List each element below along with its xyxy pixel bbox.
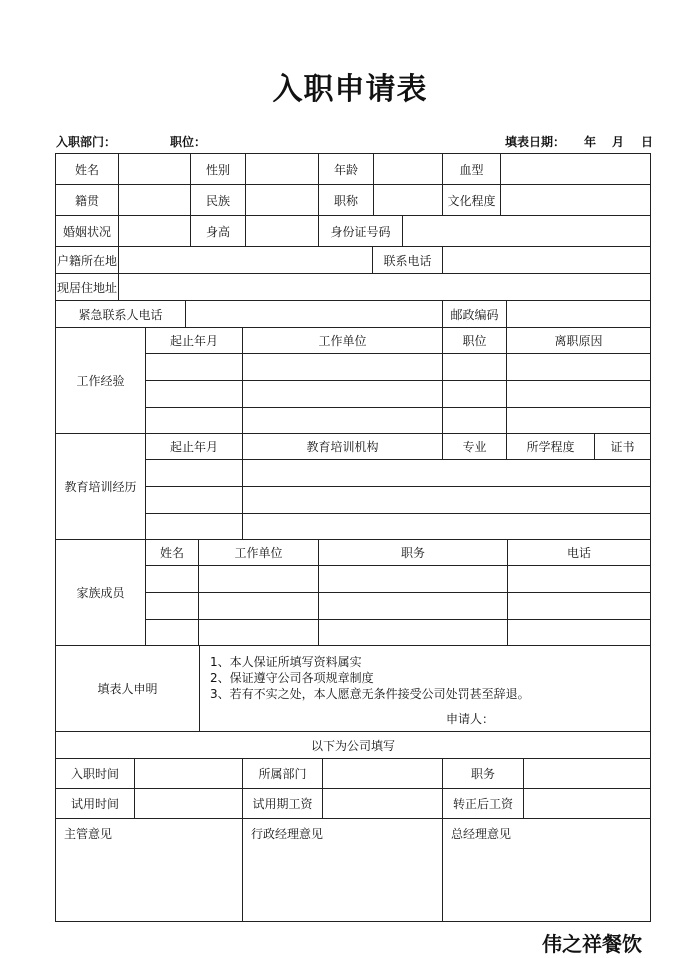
family-cell[interactable] xyxy=(507,619,651,646)
family-cell[interactable] xyxy=(145,619,199,646)
residence-label: 现居住地址 xyxy=(55,273,119,301)
company-banner: 以下为公司填写 xyxy=(55,731,651,759)
work-cell[interactable] xyxy=(145,380,243,408)
duty-label: 职务 xyxy=(442,758,524,789)
dept-label: 入职部门： xyxy=(56,135,117,149)
work-section-label: 工作经验 xyxy=(55,327,146,434)
department-field[interactable] xyxy=(322,758,443,789)
family-section-label: 家族成员 xyxy=(55,539,146,646)
name-label: 姓名 xyxy=(55,153,119,185)
contact-phone-field[interactable] xyxy=(442,246,651,274)
edu-cell[interactable] xyxy=(242,486,651,514)
edu-cell[interactable] xyxy=(145,486,243,514)
year-label: 年 xyxy=(584,135,597,149)
id-number-label: 身份证号码 xyxy=(318,215,403,247)
height-label: 身高 xyxy=(190,215,246,247)
marital-field[interactable] xyxy=(118,215,191,247)
work-cell[interactable] xyxy=(145,353,243,381)
edu-header-period: 起止年月 xyxy=(145,433,243,460)
family-header-name: 姓名 xyxy=(145,539,199,566)
work-header-position: 职位 xyxy=(442,327,507,354)
work-cell[interactable] xyxy=(242,407,443,434)
work-cell[interactable] xyxy=(442,353,507,381)
work-header-employer: 工作单位 xyxy=(242,327,443,354)
blood-field[interactable] xyxy=(500,153,651,185)
age-label: 年龄 xyxy=(318,153,374,185)
department-label: 所属部门 xyxy=(242,758,323,789)
work-cell[interactable] xyxy=(506,407,651,434)
family-cell[interactable] xyxy=(318,619,508,646)
family-header-phone: 电话 xyxy=(507,539,651,566)
company-name: 伟之祥餐饮 xyxy=(542,932,642,956)
postcode-label: 邮政编码 xyxy=(442,300,507,328)
gender-field[interactable] xyxy=(245,153,319,185)
family-cell[interactable] xyxy=(318,565,508,593)
work-cell[interactable] xyxy=(145,407,243,434)
regular-salary-field[interactable] xyxy=(523,788,651,819)
contact-phone-label: 联系电话 xyxy=(372,246,443,274)
supervisor-opinion[interactable]: 主管意见 xyxy=(55,818,243,922)
family-header-employer: 工作单位 xyxy=(198,539,319,566)
gender-label: 性别 xyxy=(190,153,246,185)
admin-manager-opinion[interactable]: 行政经理意见 xyxy=(242,818,443,922)
hukou-label: 户籍所在地 xyxy=(55,246,119,274)
work-cell[interactable] xyxy=(242,380,443,408)
family-cell[interactable] xyxy=(198,592,319,620)
education-label: 文化程度 xyxy=(442,184,501,216)
declaration-line-1: 1、本人保证所填写资料属实 xyxy=(210,655,362,669)
work-header-period: 起止年月 xyxy=(145,327,243,354)
edu-cell[interactable] xyxy=(242,459,651,487)
postcode-field[interactable] xyxy=(506,300,651,328)
applicant-label: 申请人： xyxy=(446,712,495,726)
entry-time-label: 入职时间 xyxy=(55,758,135,789)
native-field[interactable] xyxy=(118,184,191,216)
emergency-label: 紧急联系人电话 xyxy=(55,300,186,328)
education-field[interactable] xyxy=(500,184,651,216)
declaration-line-2: 2、保证遵守公司各项规章制度 xyxy=(210,671,374,685)
edu-cell[interactable] xyxy=(242,513,651,540)
family-cell[interactable] xyxy=(145,592,199,620)
hukou-field[interactable] xyxy=(118,246,373,274)
blood-label: 血型 xyxy=(442,153,501,185)
trial-time-label: 试用时间 xyxy=(55,788,135,819)
page-title: 入职申请表 xyxy=(272,72,428,107)
month-label: 月 xyxy=(612,135,625,149)
marital-label: 婚姻状况 xyxy=(55,215,119,247)
work-cell[interactable] xyxy=(506,380,651,408)
height-field[interactable] xyxy=(245,215,319,247)
duty-field[interactable] xyxy=(523,758,651,789)
declaration-line-3: 3、若有不实之处，本人愿意无条件接受公司处罚甚至辞退。 xyxy=(210,687,530,701)
emergency-field[interactable] xyxy=(185,300,443,328)
trial-time-field[interactable] xyxy=(134,788,243,819)
id-number-field[interactable] xyxy=(402,215,651,247)
family-cell[interactable] xyxy=(198,619,319,646)
trial-salary-field[interactable] xyxy=(322,788,443,819)
work-cell[interactable] xyxy=(442,407,507,434)
ethnic-label: 民族 xyxy=(190,184,246,216)
regular-salary-label: 转正后工资 xyxy=(442,788,524,819)
title-rank-label: 职称 xyxy=(318,184,374,216)
date-label: 填表日期： xyxy=(505,135,566,149)
work-header-reason: 离职原因 xyxy=(506,327,651,354)
family-cell[interactable] xyxy=(198,565,319,593)
work-cell[interactable] xyxy=(506,353,651,381)
edu-section-label: 教育培训经历 xyxy=(55,433,146,540)
ethnic-field[interactable] xyxy=(245,184,319,216)
family-cell[interactable] xyxy=(145,565,199,593)
edu-cell[interactable] xyxy=(145,459,243,487)
day-label: 日 xyxy=(641,135,654,149)
residence-field[interactable] xyxy=(118,273,651,301)
edu-header-institution: 教育培训机构 xyxy=(242,433,443,460)
name-field[interactable] xyxy=(118,153,191,185)
entry-time-field[interactable] xyxy=(134,758,243,789)
position-label: 职位： xyxy=(170,135,207,149)
gm-opinion[interactable]: 总经理意见 xyxy=(442,818,651,922)
trial-salary-label: 试用期工资 xyxy=(242,788,323,819)
title-rank-field[interactable] xyxy=(373,184,443,216)
native-label: 籍贯 xyxy=(55,184,119,216)
age-field[interactable] xyxy=(373,153,443,185)
edu-cell[interactable] xyxy=(145,513,243,540)
edu-header-major: 专业 xyxy=(442,433,507,460)
edu-header-level: 所学程度 xyxy=(506,433,595,460)
family-header-duty: 职务 xyxy=(318,539,508,566)
family-cell[interactable] xyxy=(507,592,651,620)
edu-header-certificate: 证书 xyxy=(594,433,651,460)
family-cell[interactable] xyxy=(507,565,651,593)
work-cell[interactable] xyxy=(242,353,443,381)
family-cell[interactable] xyxy=(318,592,508,620)
work-cell[interactable] xyxy=(442,380,507,408)
declaration-label: 填表人申明 xyxy=(55,645,200,732)
